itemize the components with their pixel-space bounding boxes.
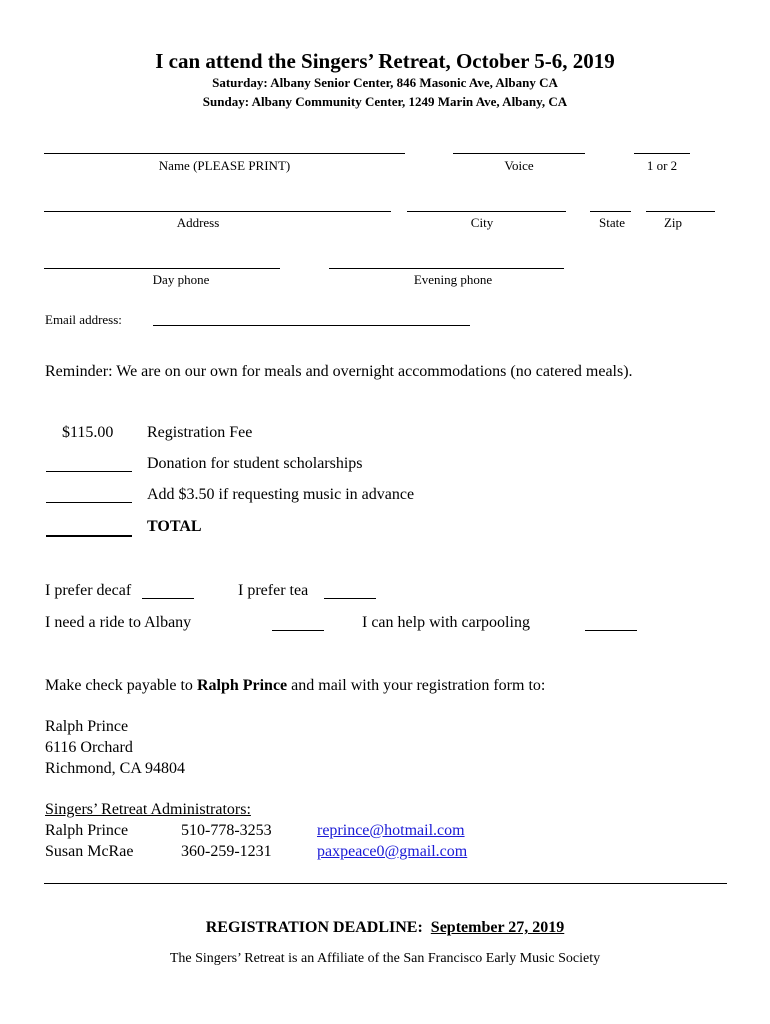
- carpool-field[interactable]: [585, 630, 637, 631]
- voice-field[interactable]: [453, 153, 585, 154]
- name-field[interactable]: [44, 153, 405, 154]
- state-label: State: [599, 215, 625, 230]
- admin-email-link[interactable]: paxpeace0@gmail.com: [317, 843, 468, 860]
- deadline-line: [0, 919, 770, 937]
- music-amount-field[interactable]: [46, 502, 132, 503]
- admin-email-link[interactable]: reprince@hotmail.com: [317, 822, 465, 839]
- mail-name: Ralph Prince: [45, 718, 129, 735]
- total-label: TOTAL: [147, 518, 202, 535]
- deadline-date: September 27, 2019: [430, 919, 565, 936]
- address-field[interactable]: [44, 211, 391, 212]
- day-phone-label: Day phone: [152, 272, 210, 287]
- part-label: 1 or 2: [646, 158, 678, 173]
- mail-street: 6116 Orchard: [45, 739, 133, 756]
- admin-phone: 360-259-1231: [181, 843, 272, 860]
- divider: [44, 883, 727, 884]
- payment-suffix: and mail with your registration form to:: [287, 677, 546, 694]
- day-phone-field[interactable]: [44, 268, 280, 269]
- payment-prefix: Make check payable to: [45, 677, 197, 694]
- registration-fee-label: Registration Fee: [147, 424, 253, 441]
- footer-affiliation: The Singers’ Retreat is an Affiliate of the San Francisco Early Music Society: [169, 951, 601, 966]
- ride-label: I need a ride to Albany: [45, 614, 192, 631]
- saturday-location: Saturday: Albany Senior Center, 846 Masonic Ave, Albany CA: [212, 75, 558, 90]
- tea-field[interactable]: [324, 598, 376, 599]
- admin-name: Susan McRae: [45, 843, 134, 860]
- deadline-label: REGISTRATION DEADLINE:: [205, 919, 423, 936]
- name-label: Name (PLEASE PRINT): [158, 158, 291, 173]
- total-amount-field[interactable]: [46, 535, 132, 537]
- donation-label: Donation for student scholarships: [147, 455, 363, 472]
- decaf-label: I prefer decaf: [45, 582, 132, 599]
- evening-phone-field[interactable]: [329, 268, 564, 269]
- admin-name: Ralph Prince: [45, 822, 129, 839]
- email-label: Email address:: [45, 312, 122, 327]
- ride-field[interactable]: [272, 630, 324, 631]
- admins-heading: Singers’ Retreat Administrators:: [45, 801, 251, 818]
- part-field[interactable]: [634, 153, 690, 154]
- email-field[interactable]: [153, 325, 470, 326]
- city-label: City: [470, 215, 494, 230]
- decaf-field[interactable]: [142, 598, 194, 599]
- evening-phone-label: Evening phone: [413, 272, 493, 287]
- donation-amount-field[interactable]: [46, 471, 132, 472]
- tea-label: I prefer tea: [238, 582, 309, 599]
- payee-name: Ralph Prince: [196, 677, 288, 694]
- music-label: Add $3.50 if requesting music in advance: [147, 486, 415, 503]
- city-field[interactable]: [407, 211, 566, 212]
- address-label: Address: [176, 215, 220, 230]
- zip-field[interactable]: [646, 211, 715, 212]
- state-field[interactable]: [590, 211, 631, 212]
- zip-label: Zip: [663, 215, 683, 230]
- page-title: I can attend the Singers’ Retreat, October 5-6, 2019: [155, 49, 615, 73]
- payment-instruction: [45, 677, 545, 695]
- sunday-location: Sunday: Albany Community Center, 1249 Marin Ave, Albany, CA: [202, 94, 568, 109]
- reminder-text: Reminder: We are on our own for meals and overnight accommodations (no catered meals).: [45, 363, 633, 380]
- mail-city: Richmond, CA 94804: [45, 760, 186, 777]
- fee-amount: $115.00: [62, 424, 114, 441]
- carpool-label: I can help with carpooling: [362, 614, 530, 631]
- admin-phone: 510-778-3253: [181, 822, 272, 839]
- voice-label: Voice: [504, 158, 534, 173]
